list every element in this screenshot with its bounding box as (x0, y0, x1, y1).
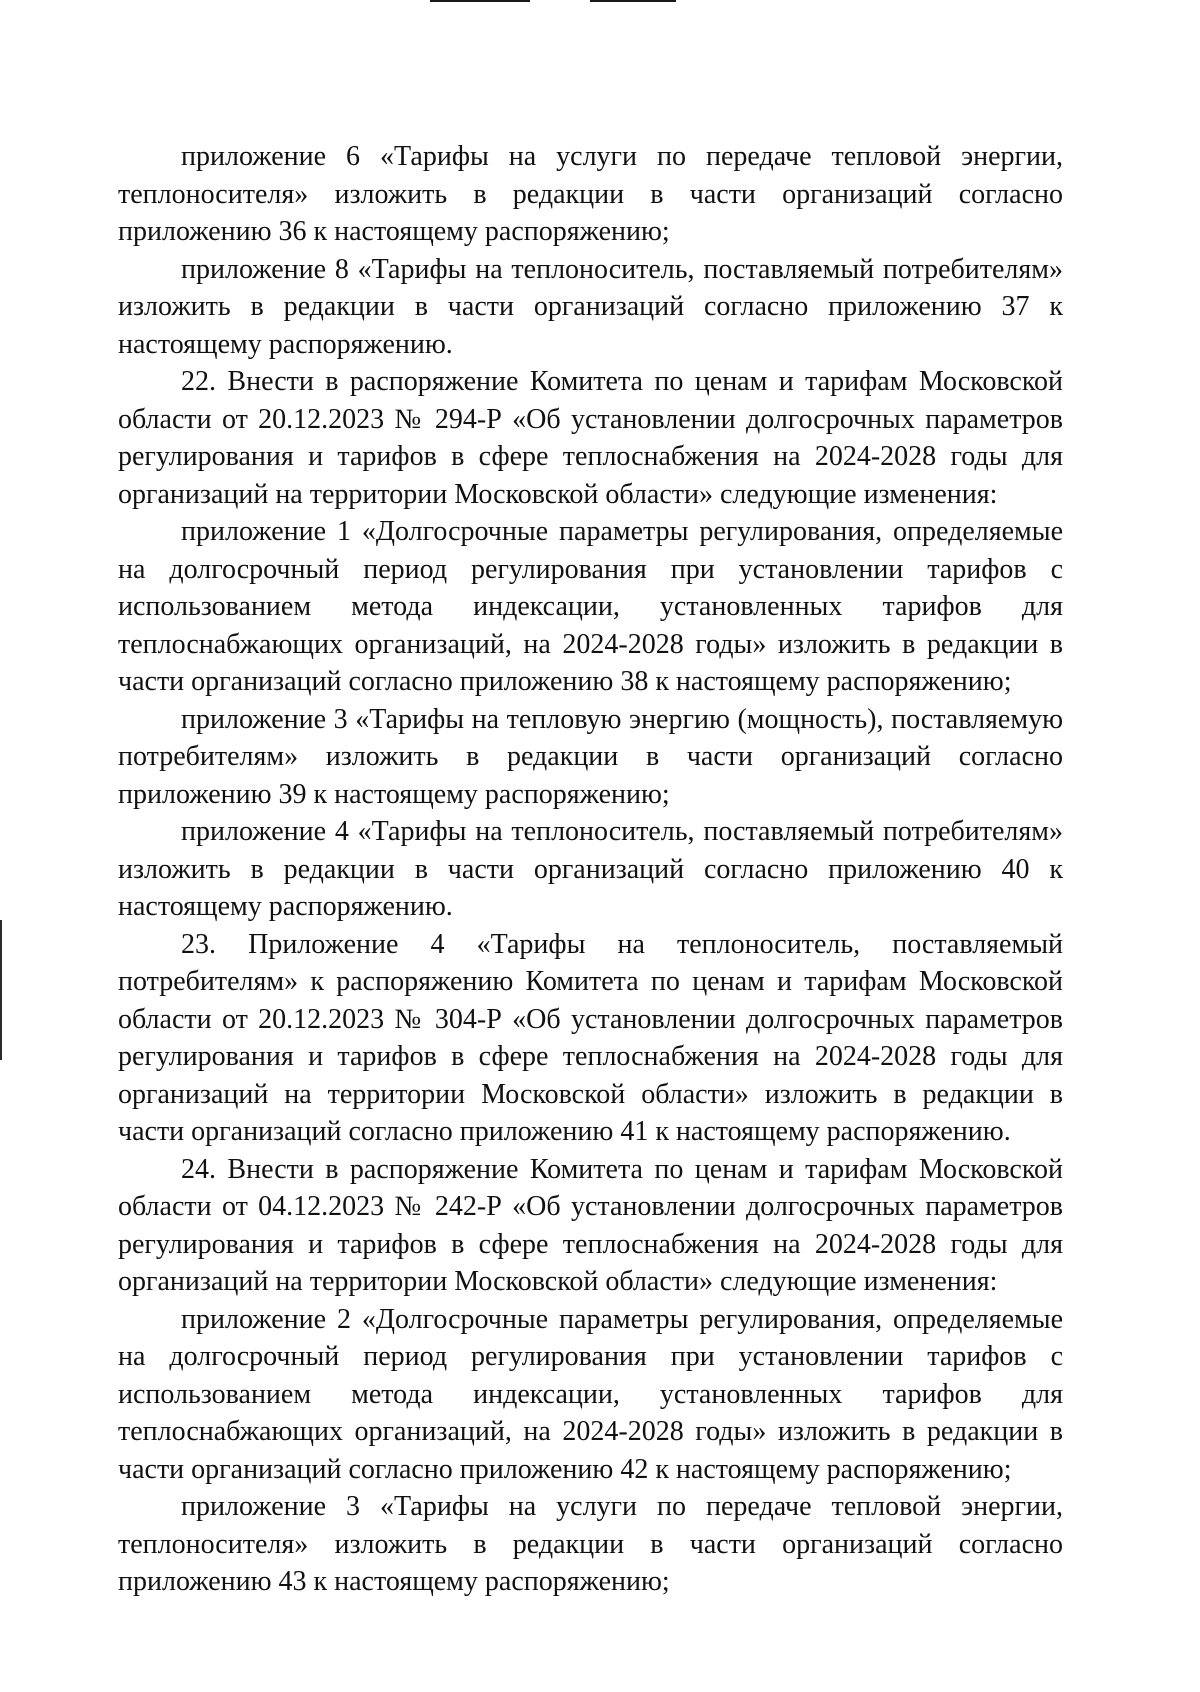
paragraph: приложение 6 «Тарифы на услуги по передаче тепловой энергии, теплоносителя» изложить в редакции в части организаций согласно приложению 36 к настоящему распоряжению; (118, 141, 1063, 247)
paragraph: 23. Приложение 4 «Тарифы на теплоноситель, поставляемый потребителям» к распоряжению Комитета по ценам и тарифам Московской области от 20.12.2023 № 304-Р «Об установлении долгосрочных параметров регулирования и тарифов в сфере теплоснабжения на 2024-2028 годы для организаций на территории Московской области» изложить в редакции в части организаций согласно приложению 41 к настоящему распоряжению. (118, 928, 1063, 1147)
paragraph: 24. Внести в распоряжение Комитета по ценам и тарифам Московской области от 04.12.2023 № 242-Р «Об установлении долгосрочных параметров регулирования и тарифов в сфере теплоснабжения на 2024-2028 годы для организаций на территории Московской области» следующие изменения: (118, 1153, 1063, 1297)
paragraph: приложение 3 «Тарифы на услуги по передаче тепловой энергии, теплоносителя» изложить в редакции в части организаций согласно приложению 43 к настоящему распоряжению; (118, 1491, 1063, 1597)
paragraph: 22. Внести в распоряжение Комитета по ценам и тарифам Московской области от 20.12.2023 № 294-Р «Об установлении долгосрочных параметров регулирования и тарифов в сфере теплоснабжения на 2024-2028 годы для организаций на территории Московской области» следующие изменения: (118, 366, 1063, 510)
scan-edge-mark (0, 920, 2, 1060)
paragraph: приложение 8 «Тарифы на теплоноситель, поставляемый потребителям» изложить в редакции в части организаций согласно приложению 37 к настоящему распоряжению. (118, 253, 1063, 360)
paragraph: приложение 1 «Долгосрочные параметры регулирования, определяемые на долгосрочный период регулирования при установлении тарифов с использованием метода индексации, установленных тарифов для теплоснабжающих организаций, на 2024-2028 годы» изложить в редакции в части организаций согласно приложению 38 к настоящему распоряжению; (118, 516, 1063, 697)
scan-edge-mark (590, 0, 676, 2)
paragraph: приложение 4 «Тарифы на теплоноситель, поставляемый потребителям» изложить в редакции в части организаций согласно приложению 40 к настоящему распоряжению. (118, 816, 1063, 922)
paragraph: приложение 2 «Долгосрочные параметры регулирования, определяемые на долгосрочный период регулирования при установлении тарифов с использованием метода индексации, установленных тарифов для теплоснабжающих организаций, на 2024-2028 годы» изложить в редакции в части организаций согласно приложению 42 к настоящему распоряжению; (118, 1303, 1063, 1485)
document-body (118, 138, 1063, 1601)
paragraph: приложение 3 «Тарифы на тепловую энергию (мощность), поставляемую потребителям» изложить в редакции в части организаций согласно приложению 39 к настоящему распоряжению; (118, 703, 1063, 810)
scan-edge-mark (430, 0, 530, 2)
